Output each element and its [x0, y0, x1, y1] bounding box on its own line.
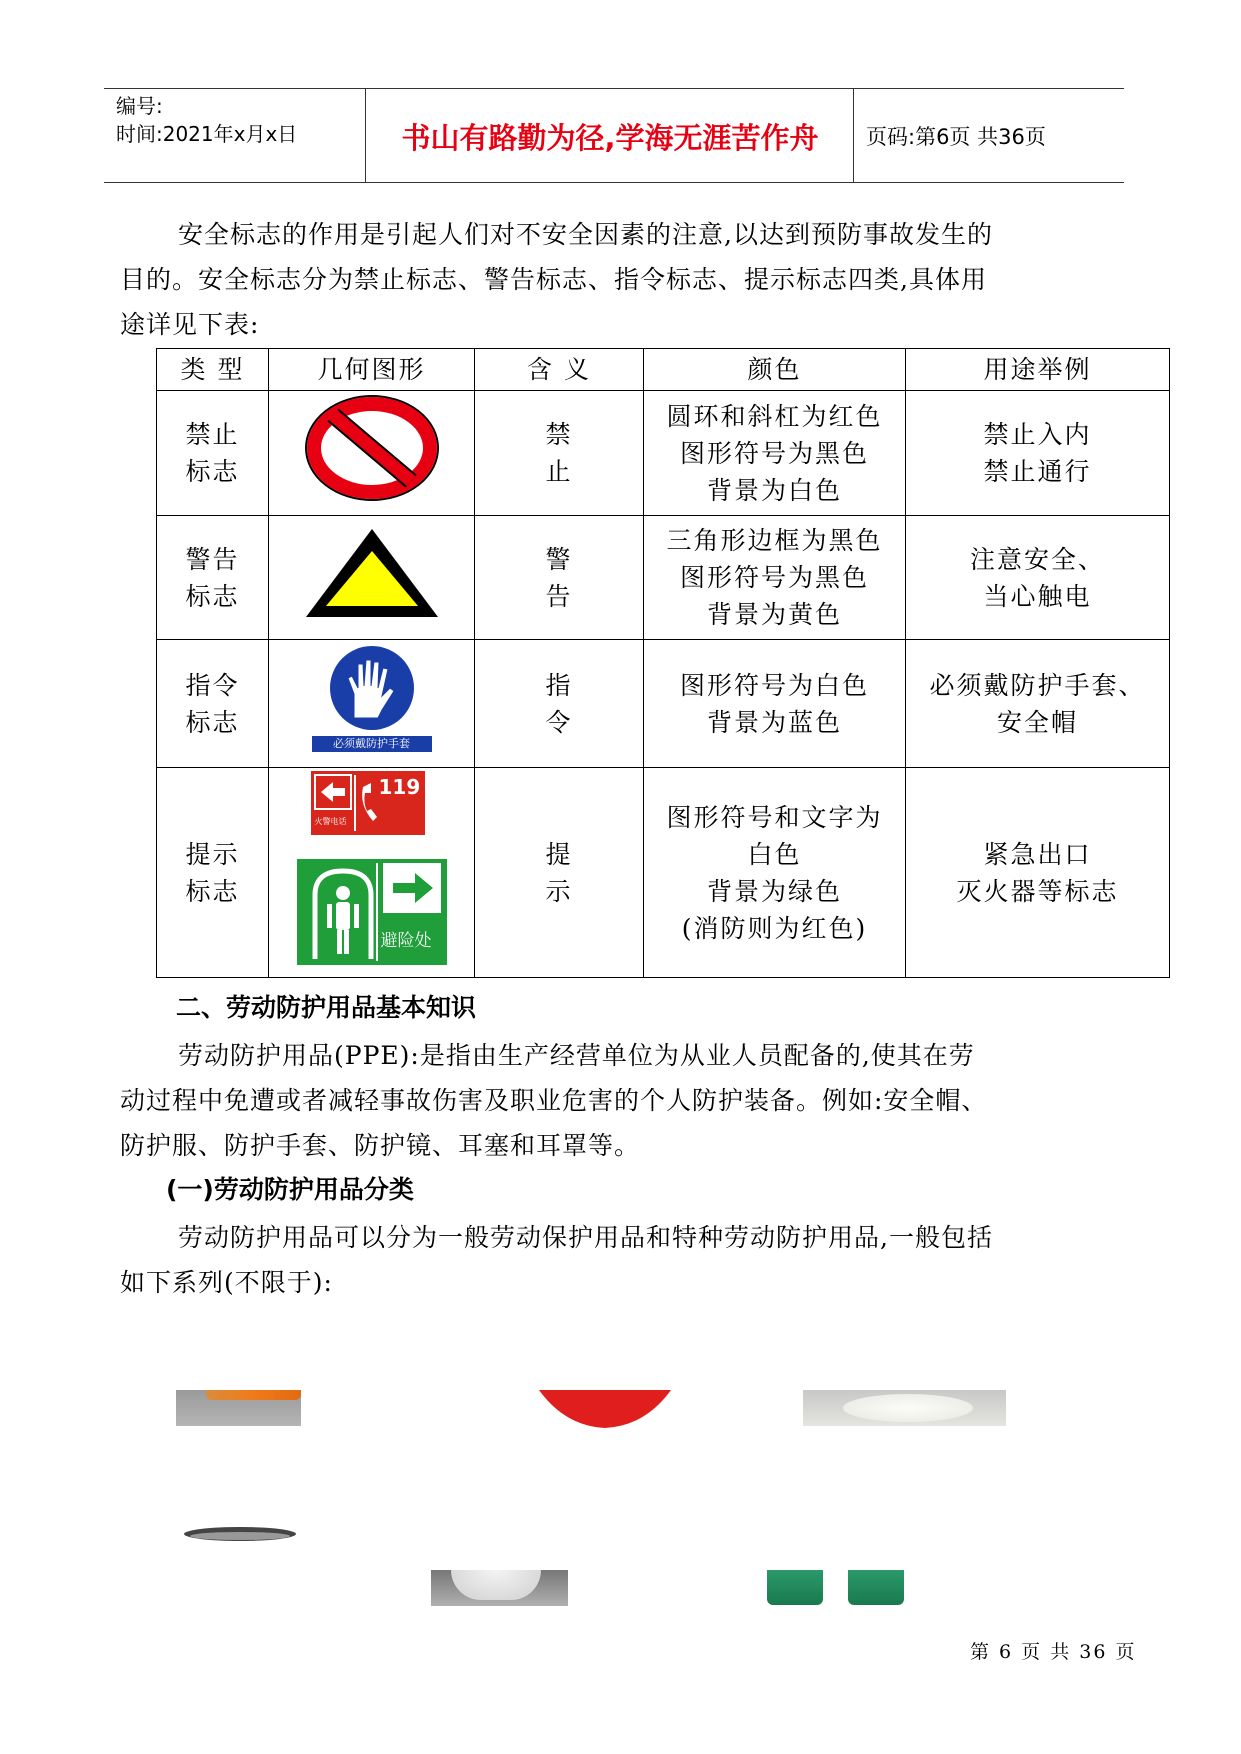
subsection-1-title: (一)劳动防护用品分类	[166, 1175, 414, 1204]
table-header-row	[157, 349, 1170, 391]
ppe-photo-boot-left	[767, 1570, 823, 1605]
mask-item	[451, 1570, 541, 1600]
ppe-line-3: 防护服、防护手套、防护镜、耳塞和耳罩等。	[120, 1131, 641, 1160]
meaning-line: 指	[545, 670, 573, 700]
shape-cell	[269, 516, 475, 640]
shape-cell	[269, 768, 475, 978]
meaning-line: 止	[545, 457, 573, 486]
type-cell	[157, 768, 269, 978]
type-cell	[157, 391, 269, 516]
usage-cell	[906, 640, 1170, 768]
type-cell	[157, 516, 269, 640]
ppe-definition-paragraph	[120, 1033, 1120, 1168]
section-2-title: 二、劳动防护用品基本知识	[176, 993, 477, 1022]
type-line: 标志	[185, 457, 240, 486]
shape-cell	[269, 640, 475, 768]
intro-line-1: 安全标志的作用是引起人们对不安全因素的注意,以达到预防事故发生的	[178, 220, 993, 249]
header-bottom-rule	[104, 182, 1124, 183]
header-top-rule	[104, 88, 1124, 89]
ppe-classification-paragraph	[120, 1215, 1120, 1305]
type-line: 标志	[185, 581, 240, 611]
ppe-photo-boot-right	[848, 1570, 904, 1605]
refuge-sign	[297, 859, 447, 965]
type-line: 禁止	[185, 420, 240, 449]
meaning-cell	[475, 391, 644, 516]
color-line: 图形符号和文字为	[666, 802, 883, 832]
ppe-photo-goggles	[180, 1524, 300, 1544]
meaning-line: 警	[545, 544, 573, 574]
type-line: 提示	[185, 839, 240, 869]
orange-item	[206, 1390, 301, 1400]
usage-cell	[906, 391, 1170, 516]
color-line: 背景为黄色	[706, 600, 842, 629]
type-line: 标志	[185, 707, 240, 737]
color-cell	[644, 516, 906, 640]
class-line-2: 如下系列(不限于):	[120, 1268, 333, 1297]
header-motto: 书山有路勤为径,学海无涯苦作舟	[401, 121, 819, 155]
color-line: (消防则为红色)	[681, 913, 868, 943]
usage-line: 禁止入内	[983, 420, 1092, 449]
ppe-photo-1	[176, 1390, 301, 1426]
class-line-1: 劳动防护用品可以分为一般劳动保护用品和特种劳动防护用品,一般包括	[178, 1223, 993, 1252]
usage-line: 禁止通行	[983, 457, 1092, 486]
header-shape: 几何图形	[269, 349, 475, 391]
header-type: 类 型	[157, 349, 269, 391]
mandatory-sign	[310, 644, 434, 754]
usage-cell	[906, 768, 1170, 978]
meaning-cell	[475, 640, 644, 768]
meaning-cell	[475, 516, 644, 640]
usage-cell	[906, 516, 1170, 640]
fire-phone-sign	[311, 771, 425, 835]
color-line: 背景为白色	[706, 475, 842, 505]
intro-line-3: 途详见下表:	[120, 310, 260, 339]
header-page: 页码:第6页 共36页	[866, 125, 1046, 149]
meaning-line: 提	[545, 839, 573, 869]
meaning-line: 告	[545, 581, 573, 611]
header-meta	[116, 92, 297, 148]
color-line: 图形符号为白色	[679, 670, 869, 700]
color-cell	[644, 640, 906, 768]
prohibition-sign-icon	[297, 391, 447, 505]
color-line: 图形符号为黑色	[679, 438, 869, 468]
information-signs	[297, 771, 447, 965]
color-line: 图形符号为黑色	[679, 563, 869, 592]
header-number: 编号:	[116, 94, 163, 118]
ppe-photo-5	[431, 1570, 568, 1606]
intro-line-2: 目的。安全标志分为禁止标志、警告标志、指令标志、提示标志四类,具体用	[120, 265, 987, 294]
meaning-line: 令	[545, 707, 573, 737]
header-date: 时间:2021年x月x日	[116, 122, 298, 146]
intro-paragraph	[120, 212, 1120, 347]
ppe-photo-helmet	[535, 1390, 675, 1430]
color-line: 背景为绿色	[706, 876, 842, 906]
header-divider-right	[853, 88, 854, 183]
ppe-line-2: 动过程中免遭或者减轻事故伤害及职业危害的个人防护装备。例如:安全帽、	[120, 1086, 988, 1115]
usage-line: 紧急出口	[983, 839, 1092, 869]
header-divider-left	[365, 88, 366, 183]
ppe-line-1: 劳动防护用品(PPE):是指由生产经营单位为从业人员配备的,使其在劳	[178, 1041, 975, 1070]
color-line: 背景为蓝色	[706, 707, 842, 737]
table-row	[157, 391, 1170, 516]
table-row	[157, 640, 1170, 768]
header-usage: 用途举例	[906, 349, 1170, 391]
type-line: 指令	[185, 670, 240, 700]
meaning-cell	[475, 768, 644, 978]
header-meaning: 含 义	[475, 349, 644, 391]
type-line: 警告	[185, 544, 240, 574]
type-line: 标志	[185, 876, 240, 906]
shape-cell	[269, 391, 475, 516]
color-cell	[644, 391, 906, 516]
color-line: 圆环和斜杠为红色	[666, 401, 883, 431]
mandatory-sign-caption: 必须戴防护手套	[312, 736, 432, 752]
table-row	[157, 516, 1170, 640]
color-cell	[644, 768, 906, 978]
fire-phone-caption: 火警电话	[314, 816, 347, 826]
usage-line: 灭火器等标志	[956, 876, 1119, 906]
type-cell	[157, 640, 269, 768]
color-line: 三角形边框为黑色	[666, 526, 883, 555]
header-color: 颜色	[644, 349, 906, 391]
color-line: 白色	[747, 839, 802, 869]
usage-line: 注意安全、	[969, 544, 1105, 574]
meaning-line: 禁	[545, 420, 573, 449]
usage-line: 当心触电	[983, 581, 1092, 611]
fire-phone-number: 119	[378, 774, 421, 799]
refuge-caption: 避险处	[380, 930, 432, 951]
usage-line: 必须戴防护手套、	[929, 670, 1146, 700]
page-footer: 第 6 页 共 36 页	[970, 1641, 1137, 1663]
meaning-line: 示	[545, 876, 573, 906]
ppe-photo-3	[803, 1390, 1006, 1426]
safety-signs-table	[156, 348, 1170, 978]
glove-icon	[310, 644, 434, 736]
usage-line: 安全帽	[996, 707, 1078, 737]
warning-triangle-icon	[302, 525, 442, 621]
white-item	[843, 1394, 973, 1422]
table-row	[157, 768, 1170, 978]
